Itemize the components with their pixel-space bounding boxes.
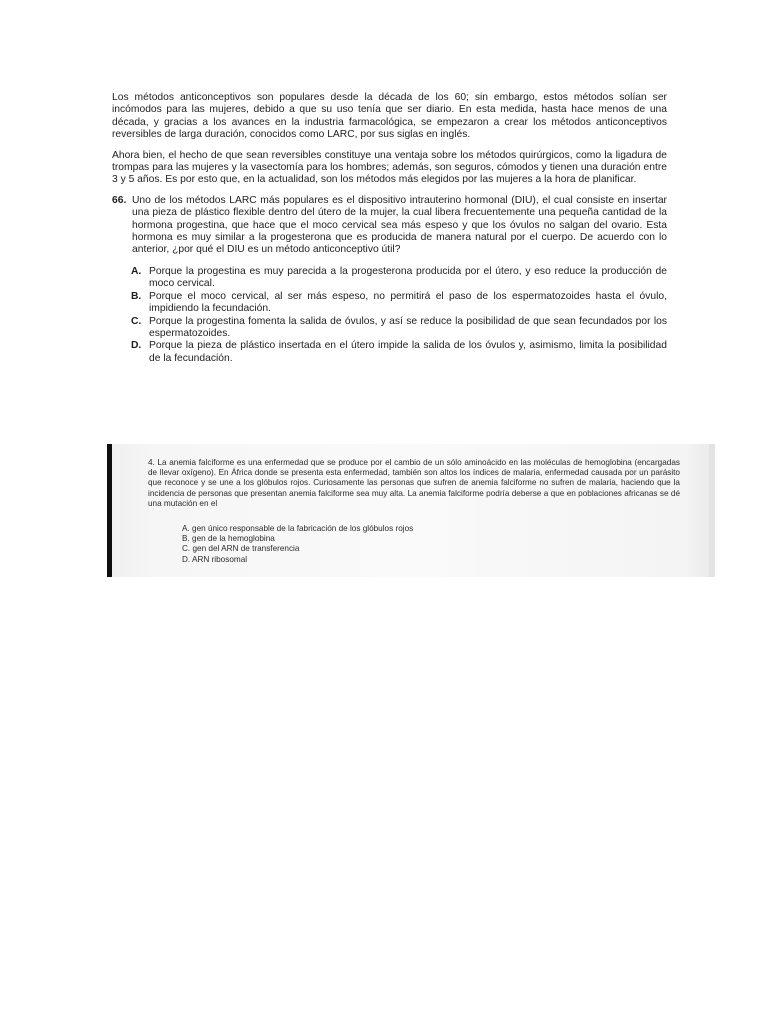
option-d	[131, 340, 667, 365]
scan-edge-bar	[107, 444, 112, 577]
option-letter: A.	[131, 265, 142, 277]
question-66-scan	[112, 92, 667, 365]
option-a	[131, 266, 667, 291]
intro-paragraph-2: Ahora bien, el hecho de que sean reversibles constituye una ventaja sobre los métodos quirúrgicos, como la ligadura de trompas para las mujeres y la vasectomía para los hombres; además, son seguros, cómodos y tienen una duración entre 3 y 5 años. Es por esto que, en la actualidad, son los métodos más elegidos por las mujeres a la hora de planificar.	[112, 149, 667, 186]
question-stem: Uno de los métodos LARC más populares es el dispositivo intrauterino hormonal (DIU), el cual consiste en insertar una pieza de plástico flexible dentro del útero de la mujer, la cual libera frecuentemente una pequeña cantidad de la hormona progestina, que hace que el moco cervical sea más espeso y que los óvulos no salgan del ovario. Esta hormona es muy similar a la progesterona que es producida de manera natural por el cuerpo. De acuerdo con lo anterior, ¿por qué el DIU es un método anticonceptivo útil?	[132, 194, 667, 256]
question-4	[148, 458, 680, 565]
option-text: Porque la progestina fomenta la salida de óvulos, y así se reduce la posibilidad de que sean fecundados por los espermatozoides.	[149, 315, 667, 339]
question-66	[112, 195, 667, 257]
scan-edge-shadow	[709, 444, 715, 577]
question-4-scan	[107, 444, 715, 577]
option-b	[131, 291, 667, 316]
option-letter: C.	[131, 315, 142, 327]
question-4-stem: 4. La anemia falciforme es una enfermedad que se produce por el cambio de un sólo aminoácido en las moléculas de hemoglobina (encargadas de llevar oxígeno). En África donde se presenta esta enfermedad, también son altos los índices de malaria, enfermedad causada por un parásito que reconoce y se une a los glóbulos rojos. Curiosamente las personas que sufren de anemia falciforme no sufren de malaria, haciendo que la incidencia de personas que presentan anemia falciforme sea muy alta. La anemia falciforme podría deberse a que en poblaciones africanas se dé una mutación en el	[148, 458, 680, 508]
question-4-options	[148, 524, 680, 565]
option-text: Porque la progestina es muy parecida a la progesterona producida por el útero, y eso reduce la producción de moco cervical.	[149, 265, 667, 290]
option-letter: B.	[131, 290, 142, 302]
option-d: D. ARN ribosomal	[182, 554, 248, 564]
option-a: A. gen único responsable de la fabricación de los glóbulos rojos	[182, 524, 414, 534]
option-letter: D.	[131, 340, 142, 352]
answer-options	[112, 266, 667, 365]
option-text: Porque el moco cervical, al ser más espeso, no permitirá el paso de los espermatozoides hasta el óvulo, impidiendo la fecundación.	[149, 290, 667, 315]
option-b: B. gen de la hemoglobina	[182, 534, 275, 544]
option-c: C. gen del ARN de transferencia	[182, 544, 300, 554]
question-number: 66.	[112, 194, 127, 206]
intro-paragraph-1: Los métodos anticonceptivos son populares desde la década de los 60; sin embargo, estos métodos solían ser incómodos para las mujeres, debido a que su uso tenía que ser diario. En esta medida, hasta hace menos de una década, y gracias a los avances en la industria farmacológica, se empezaron a crear los métodos anticonceptivos reversibles de larga duración, conocidos como LARC, por sus siglas en inglés.	[112, 92, 667, 141]
option-text: Porque la pieza de plástico insertada en el útero impide la salida de los óvulos y, asimismo, limita la posibilidad de la fecundación.	[149, 340, 667, 364]
option-c	[131, 316, 667, 341]
